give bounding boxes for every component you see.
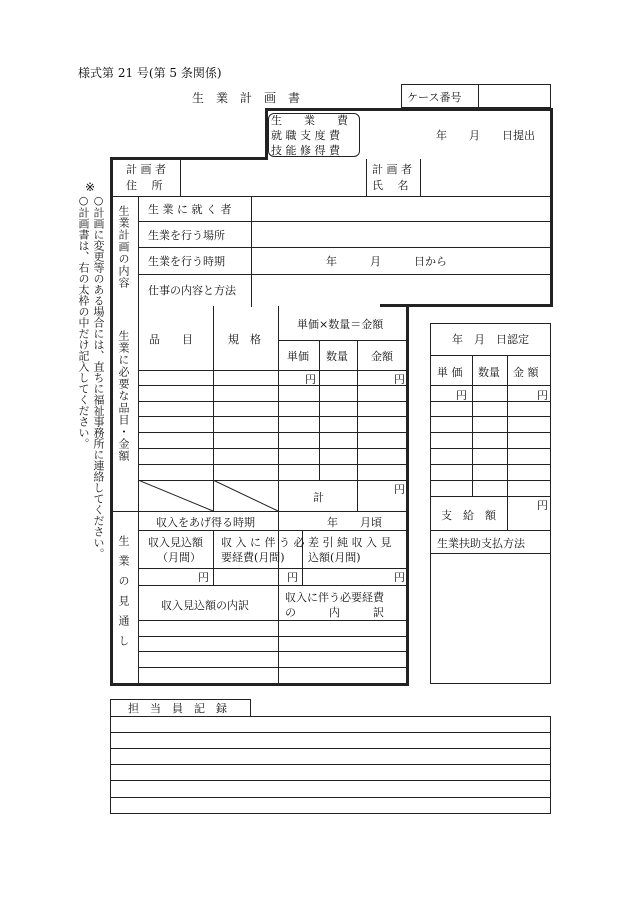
cert-unit-price-yen: 円 (456, 389, 467, 402)
planner-name-field[interactable] (422, 160, 549, 195)
cert-amount-yen: 円 (537, 389, 548, 402)
net-label-2: 込額(月間) (308, 551, 361, 564)
payment-method-field[interactable] (432, 555, 549, 682)
staff-record-box[interactable] (110, 716, 551, 814)
planner-address-field[interactable] (182, 160, 365, 195)
payment-yen: 円 (537, 499, 548, 512)
income-est-label-2: （月間） (157, 551, 201, 564)
col-quantity: 数量 (326, 350, 348, 363)
price-header: 単価×数量＝金額 (297, 318, 384, 331)
submission-date: 年 月 日提出 (436, 129, 535, 142)
planner-name-label-1: 計 画 者 (372, 163, 412, 176)
total-yen: 円 (394, 483, 405, 496)
planner-name-label-2: 氏 名 (372, 179, 409, 192)
income-est-yen: 円 (198, 571, 209, 584)
col-item: 品 目 (149, 333, 193, 346)
income-est-label-1: 収入見込額 (148, 536, 203, 549)
row-period-value: 年 月 日から (326, 255, 447, 268)
outlook-side-label: 生業の見通し (117, 535, 130, 655)
net-label-1: 差 引 純 収 入 見 (308, 536, 392, 549)
row-period-label: 生業を行う時期 (148, 255, 225, 268)
col-spec: 規 格 (228, 333, 261, 346)
note-mark: ※ (83, 180, 97, 194)
plan-content-side-label: 生業計画の内容 (117, 205, 130, 289)
staff-record-label: 担 当 員 記 録 (128, 702, 227, 715)
income-breakdown-label: 収入見込額の内訳 (161, 599, 249, 612)
expense-yen: 円 (287, 571, 298, 584)
payment-label: 支 給 額 (441, 509, 496, 522)
expense-label-1: 収 入 に 伴 う 必 (221, 536, 305, 549)
income-period-label: 収入をあげ得る時期 (156, 516, 255, 529)
form-number: 様式第 21 号(第 5 条関係) (78, 66, 222, 80)
note-line-1: ○計画に変更等のある場合には、直ちに福祉事務所に連絡してください。 (92, 194, 105, 559)
row-place-label: 生業を行う場所 (148, 229, 225, 242)
expense-type-skill[interactable]: 技 能 修 得 費 (271, 144, 340, 157)
cert-col-unit-price: 単 価 (437, 366, 463, 379)
diagonal-strikes (138, 480, 279, 512)
payment-method-label: 生業扶助支払方法 (437, 537, 525, 550)
case-number-field[interactable] (479, 85, 550, 107)
amount-yen: 円 (394, 373, 405, 386)
col-amount: 金額 (371, 350, 393, 363)
expense-breakdown-label-1: 収入に伴う必要経費 (285, 591, 384, 604)
planner-address-label-2: 住 所 (126, 179, 163, 192)
row-method-label: 仕事の内容と方法 (148, 284, 236, 297)
place-field[interactable] (253, 223, 549, 246)
plan-title: 生 業 計 画 書 (192, 91, 301, 105)
net-yen: 円 (394, 571, 405, 584)
expense-type-employment[interactable]: 就 職 支 度 費 (271, 129, 340, 142)
unit-price-yen: 円 (305, 373, 316, 386)
items-side-label: 生業に必要な品目・金額 (117, 330, 130, 462)
note-line-2: ○計画書は、右の太枠の中だけ記入してください。 (77, 194, 90, 449)
cert-col-quantity: 数量 (478, 366, 500, 379)
cert-col-amount: 金 額 (513, 366, 539, 379)
total-label: 計 (313, 491, 324, 504)
row-worker-label: 生 業 に 就 く 者 (148, 203, 232, 216)
expense-label-2: 要経費(月間) (221, 551, 285, 564)
cert-date-label: 年 月 日認定 (452, 333, 529, 346)
method-field[interactable] (253, 276, 549, 304)
planner-address-label-1: 計 画 者 (126, 163, 166, 176)
income-period-value: 年 月頃 (327, 516, 382, 529)
expense-breakdown-label-2: の 内 訳 (285, 606, 384, 619)
worker-field[interactable] (253, 198, 549, 220)
case-number-label: ケース番号 (407, 91, 462, 104)
col-unit-price: 単価 (287, 350, 309, 363)
expense-type-livelihood[interactable]: 生 業 費 (271, 114, 348, 127)
